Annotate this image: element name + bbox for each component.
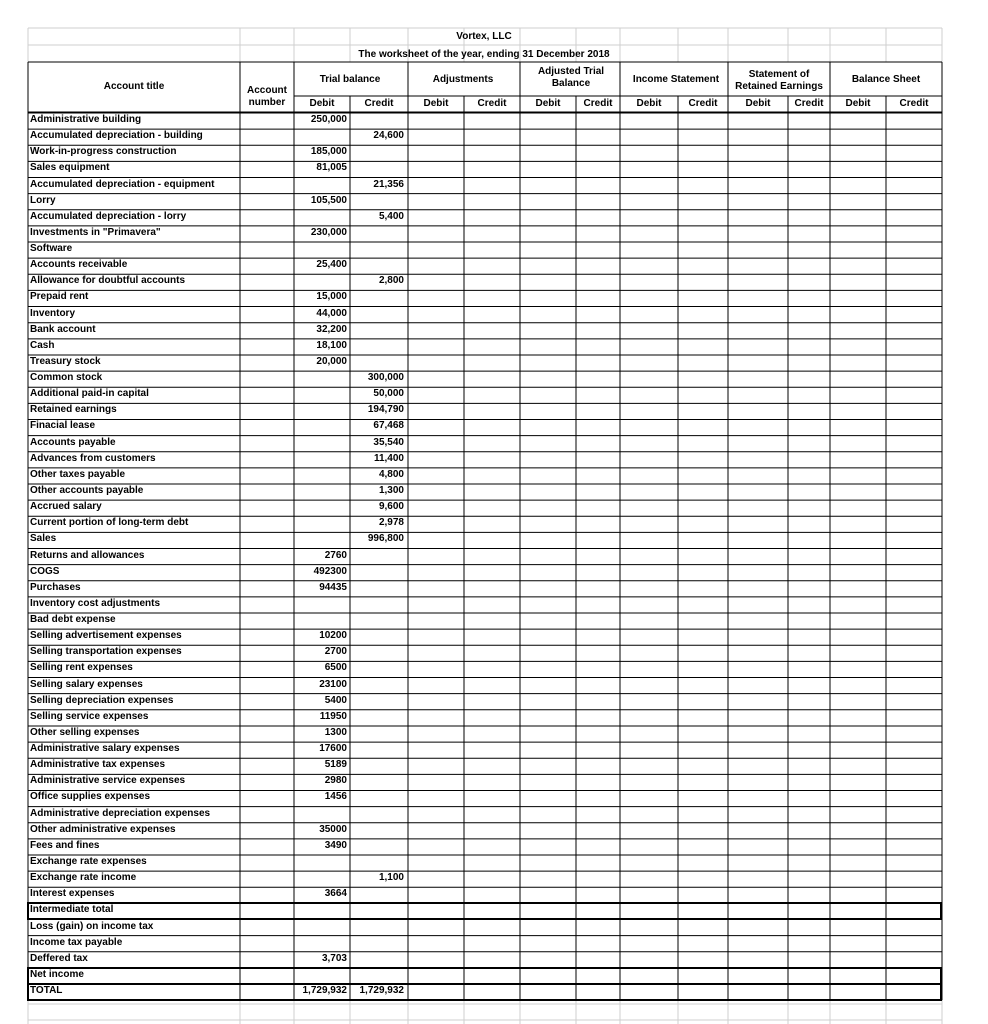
account-title-cell: Net income	[30, 968, 84, 980]
account-title-cell: Current portion of long-term debt	[30, 517, 189, 529]
trial-balance-credit-cell	[350, 308, 404, 322]
subheader-debit: Debit	[745, 98, 771, 109]
trial-balance-debit-cell: 1456	[324, 791, 347, 803]
account-title-cell: Selling rent expenses	[30, 662, 133, 674]
trial-balance-credit-cell	[350, 840, 404, 854]
trial-balance-credit-cell: 50,000	[373, 388, 404, 400]
trial-balance-debit-cell	[294, 533, 347, 547]
account-title-cell: Exchange rate expenses	[30, 855, 147, 867]
trial-balance-debit-cell: 94435	[319, 581, 347, 593]
subheader-credit: Credit	[364, 98, 394, 109]
trial-balance-debit-cell	[294, 485, 347, 499]
trial-balance-credit-cell	[350, 259, 404, 273]
trial-balance-debit-cell: 81,005	[316, 162, 347, 174]
subheader-debit: Debit	[636, 98, 662, 109]
account-title-cell: Administrative service expenses	[30, 775, 186, 787]
trial-balance-debit-cell: 6500	[324, 662, 347, 674]
trial-balance-credit-cell	[350, 614, 404, 628]
trial-balance-credit-cell	[350, 969, 404, 983]
account-title-cell: Accrued salary	[30, 501, 102, 513]
column-header-account-title: Account title	[103, 81, 165, 92]
trial-balance-credit-cell	[350, 856, 404, 870]
trial-balance-debit-cell: 3,703	[321, 952, 347, 964]
trial-balance-debit-cell: 10200	[319, 630, 347, 642]
trial-balance-debit-cell	[294, 872, 347, 886]
trial-balance-debit-cell: 20,000	[316, 355, 347, 367]
trial-balance-debit-cell	[294, 243, 347, 257]
trial-balance-debit-cell: 11950	[319, 710, 347, 722]
trial-balance-credit-cell	[350, 146, 404, 160]
trial-balance-credit-cell	[350, 921, 404, 935]
account-title-cell: Investments in "Primavera"	[30, 226, 161, 238]
trial-balance-debit-cell: 18,100	[316, 339, 347, 351]
account-title-cell: Bank account	[30, 323, 96, 335]
trial-balance-credit-cell: 996,800	[367, 533, 404, 545]
subheader-debit: Debit	[423, 98, 449, 109]
trial-balance-credit-cell	[350, 904, 404, 918]
account-title-cell: Accumulated depreciation - equipment	[30, 178, 215, 190]
trial-balance-debit-cell	[294, 275, 347, 289]
trial-balance-credit-cell: 1,100	[378, 872, 404, 884]
trial-balance-debit-cell	[294, 517, 347, 531]
trial-balance-credit-cell: 67,468	[373, 420, 404, 432]
trial-balance-credit-cell	[350, 291, 404, 305]
account-title-cell: Returns and allowances	[30, 549, 145, 561]
trial-balance-credit-cell	[350, 598, 404, 612]
account-title-cell: Selling salary expenses	[30, 678, 143, 690]
trial-balance-credit-cell	[350, 582, 404, 596]
account-title-cell: Administrative building	[30, 114, 142, 125]
account-title-cell: Other accounts payable	[30, 484, 144, 496]
account-title-cell: Selling service expenses	[30, 710, 149, 722]
trial-balance-debit-cell: 1,729,932	[302, 985, 347, 997]
trial-balance-credit-cell	[350, 646, 404, 660]
account-title-cell: Income tax payable	[30, 936, 123, 948]
trial-balance-debit-cell: 23100	[319, 678, 347, 690]
trial-balance-credit-cell: 1,300	[378, 484, 404, 496]
trial-balance-debit-cell: 17600	[319, 743, 347, 755]
account-title-cell: Selling depreciation expenses	[30, 694, 174, 706]
trial-balance-credit-cell: 9,600	[378, 501, 404, 513]
trial-balance-debit-cell: 230,000	[310, 226, 347, 238]
account-title-cell: Software	[30, 243, 73, 255]
account-title-cell: Loss (gain) on income tax	[30, 920, 154, 932]
trial-balance-credit-cell: 24,600	[373, 130, 404, 142]
account-title-cell: COGS	[30, 565, 60, 577]
trial-balance-debit-cell: 105,500	[310, 194, 347, 206]
trial-balance-credit-cell	[350, 679, 404, 693]
account-title-cell: Finacial lease	[30, 420, 96, 432]
account-title-cell: Deffered tax	[30, 952, 88, 964]
trial-balance-debit-cell: 2700	[324, 646, 347, 658]
trial-balance-debit-cell: 1300	[324, 726, 347, 738]
trial-balance-credit-cell: 5,400	[378, 210, 404, 222]
trial-balance-debit-cell: 250,000	[310, 114, 347, 125]
subheader-credit: Credit	[899, 98, 929, 109]
trial-balance-credit-cell: 4,800	[378, 468, 404, 480]
subheader-debit: Debit	[535, 98, 561, 109]
trial-balance-debit-cell: 15,000	[316, 291, 347, 303]
account-title-cell: Administrative salary expenses	[30, 743, 180, 755]
trial-balance-debit-cell: 5189	[324, 759, 347, 771]
trial-balance-credit-cell: 11,400	[373, 452, 404, 464]
trial-balance-credit-cell	[350, 775, 404, 789]
account-title-cell: Purchases	[30, 581, 81, 593]
subheader-credit: Credit	[477, 98, 507, 109]
trial-balance-credit-cell: 194,790	[367, 404, 404, 416]
trial-balance-debit-cell	[294, 130, 347, 144]
trial-balance-credit-cell	[350, 630, 404, 644]
account-title-cell: Inventory	[30, 307, 76, 319]
group-header-trial-balance: Trial balance	[319, 74, 381, 85]
account-title-cell: Fees and fines	[30, 839, 100, 851]
group-header-adjustments: Adjustments	[432, 74, 494, 85]
account-title-cell: Inventory cost adjustments	[30, 597, 161, 609]
account-title-cell: Sales equipment	[30, 162, 110, 174]
account-title-cell: Treasury stock	[30, 355, 101, 367]
trial-balance-credit-cell	[350, 808, 404, 822]
trial-balance-debit-cell	[294, 469, 347, 483]
trial-balance-debit-cell	[294, 453, 347, 467]
company-name: Vortex, LLC	[456, 31, 512, 42]
trial-balance-credit-cell: 2,800	[378, 275, 404, 287]
group-header-retained-earnings: Statement of Retained Earnings	[735, 69, 823, 92]
account-title-cell: Retained earnings	[30, 404, 117, 416]
trial-balance-debit-cell	[294, 921, 347, 935]
trial-balance-credit-cell	[350, 937, 404, 951]
group-header-balance-sheet: Balance Sheet	[851, 74, 921, 85]
trial-balance-debit-cell: 2980	[324, 775, 347, 787]
account-title-cell: Prepaid rent	[30, 291, 89, 303]
trial-balance-credit-cell	[350, 162, 404, 176]
account-title-cell: Work-in-progress construction	[30, 146, 177, 158]
trial-balance-credit-cell	[350, 356, 404, 370]
account-title-cell: Accounts payable	[30, 436, 116, 448]
account-title-cell: Selling advertisement expenses	[30, 630, 182, 642]
account-title-cell: Lorry	[30, 194, 56, 206]
account-title-cell: Other selling expenses	[30, 726, 140, 738]
account-title-cell: Selling transportation expenses	[30, 646, 182, 658]
trial-balance-debit-cell	[294, 808, 347, 822]
account-title-cell: Office supplies expenses	[30, 791, 151, 803]
trial-balance-debit-cell: 35000	[319, 823, 347, 835]
subheader-credit: Credit	[794, 98, 824, 109]
account-title-cell: Sales	[30, 533, 57, 545]
trial-balance-credit-cell: 300,000	[367, 372, 404, 384]
trial-balance-debit-cell	[294, 372, 347, 386]
trial-balance-credit-cell: 2,978	[378, 517, 404, 529]
account-title-cell: Exchange rate income	[30, 872, 137, 884]
trial-balance-debit-cell: 5400	[324, 694, 347, 706]
trial-balance-debit-cell	[294, 388, 347, 402]
trial-balance-debit-cell: 3664	[324, 888, 347, 900]
trial-balance-debit-cell: 3490	[324, 839, 347, 851]
trial-balance-debit-cell: 2760	[324, 549, 347, 561]
trial-balance-credit-cell	[350, 662, 404, 676]
subheader-credit: Credit	[583, 98, 613, 109]
trial-balance-credit-cell	[350, 114, 404, 128]
trial-balance-credit-cell	[350, 953, 404, 967]
account-title-cell: Administrative depreciation expenses	[30, 807, 211, 819]
account-title-cell: Advances from customers	[30, 452, 156, 464]
account-title-cell: Intermediate total	[30, 904, 114, 916]
trial-balance-debit-cell: 492300	[313, 565, 347, 577]
trial-balance-credit-cell	[350, 791, 404, 805]
trial-balance-debit-cell	[294, 211, 347, 225]
account-title-cell: Administrative tax expenses	[30, 759, 166, 771]
trial-balance-credit-cell	[350, 743, 404, 757]
trial-balance-debit-cell	[294, 404, 347, 418]
account-title-cell: Allowance for doubtful accounts	[30, 275, 186, 287]
trial-balance-debit-cell	[294, 501, 347, 515]
trial-balance-debit-cell: 185,000	[310, 146, 347, 158]
trial-balance-debit-cell	[294, 856, 347, 870]
trial-balance-debit-cell	[294, 437, 347, 451]
trial-balance-credit-cell	[350, 227, 404, 241]
subheader-credit: Credit	[688, 98, 718, 109]
trial-balance-debit-cell	[294, 969, 347, 983]
account-title-cell: Accounts receivable	[30, 259, 128, 271]
account-title-cell: TOTAL	[30, 985, 63, 997]
trial-balance-debit-cell: 44,000	[316, 307, 347, 319]
trial-balance-credit-cell	[350, 888, 404, 902]
account-title-cell: Common stock	[30, 372, 103, 384]
trial-balance-debit-cell: 32,200	[316, 323, 347, 335]
account-title-cell: Cash	[30, 339, 55, 351]
group-header-adjusted-trial-balance: Adjusted Trial Balance	[537, 66, 605, 89]
account-title-cell: Accumulated depreciation - building	[30, 130, 203, 142]
account-title-cell: Accumulated depreciation - lorry	[30, 210, 187, 222]
subheader-debit: Debit	[845, 98, 871, 109]
trial-balance-credit-cell	[350, 711, 404, 725]
worksheet-subtitle: The worksheet of the year, ending 31 December 2018	[358, 49, 610, 60]
trial-balance-credit-cell	[350, 695, 404, 709]
trial-balance-debit-cell	[294, 420, 347, 434]
trial-balance-debit-cell	[294, 937, 347, 951]
trial-balance-credit-cell	[350, 243, 404, 257]
trial-balance-debit-cell	[294, 904, 347, 918]
trial-balance-credit-cell	[350, 340, 404, 354]
trial-balance-credit-cell	[350, 550, 404, 564]
trial-balance-credit-cell	[350, 566, 404, 580]
trial-balance-credit-cell	[350, 759, 404, 773]
account-title-cell: Interest expenses	[30, 888, 115, 900]
group-header-income-statement: Income Statement	[632, 74, 720, 85]
account-title-cell: Other administrative expenses	[30, 823, 176, 835]
trial-balance-credit-cell: 1,729,932	[359, 985, 404, 997]
trial-balance-credit-cell	[350, 824, 404, 838]
trial-balance-debit-cell: 25,400	[316, 259, 347, 271]
account-title-cell: Bad debt expense	[30, 614, 116, 626]
trial-balance-debit-cell	[294, 179, 347, 193]
trial-balance-credit-cell	[350, 727, 404, 741]
trial-balance-credit-cell: 35,540	[373, 436, 404, 448]
account-title-cell: Other taxes payable	[30, 468, 126, 480]
trial-balance-debit-cell	[294, 598, 347, 612]
trial-balance-credit-cell	[350, 324, 404, 338]
subheader-debit: Debit	[309, 98, 335, 109]
trial-balance-credit-cell	[350, 195, 404, 209]
column-header-account-number: Account number	[247, 85, 287, 108]
trial-balance-credit-cell: 21,356	[373, 178, 404, 190]
account-title-cell: Additional paid-in capital	[30, 388, 149, 400]
trial-balance-debit-cell	[294, 614, 347, 628]
